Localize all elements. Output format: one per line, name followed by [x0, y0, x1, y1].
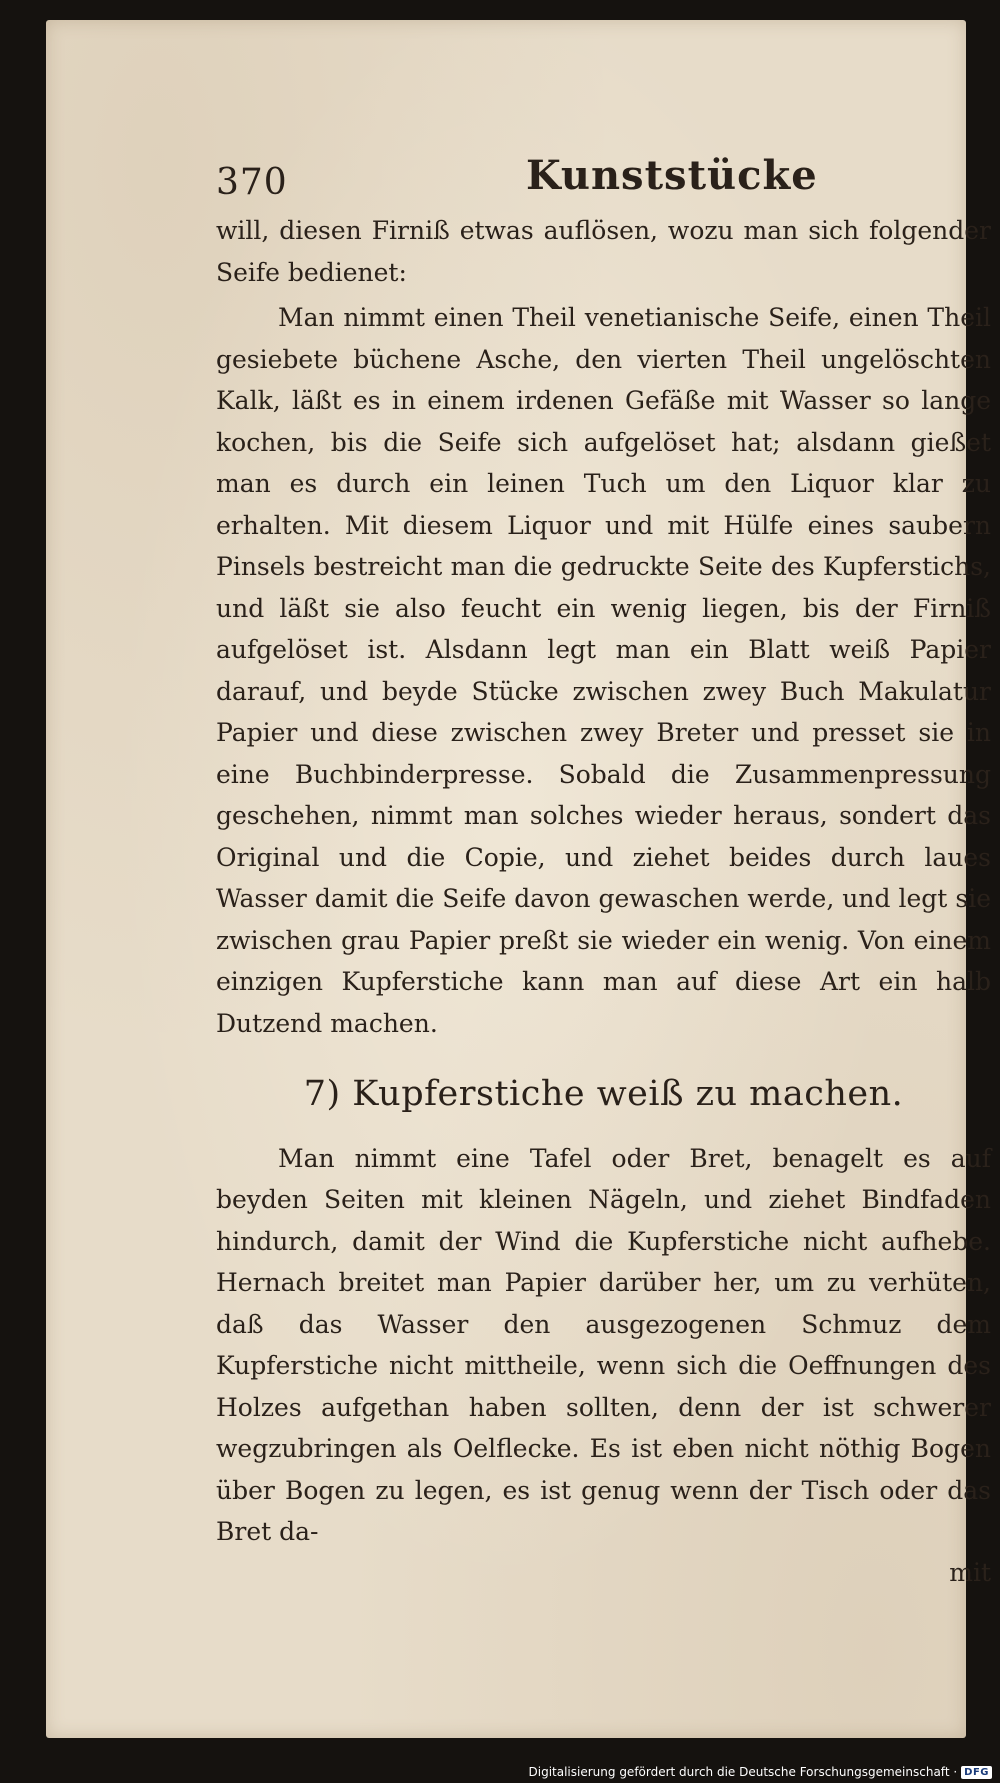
paragraph-soap-recipe: Man nimmt einen Theil venetianische Seife, einen Theil gesiebete büchene Asche, den vierten Theil ungelöschten Kalk, läßt es in einem irdenen Gefäße mit Wasser so lange kochen, bis die Seife sich aufgelöset hat; alsdann gießet man es durch ein leinen Tuch um den Liquor klar zu erhalten. Mit diesem Liquor und mit Hülfe eines saubern Pinsels bestreicht man die gedruckte Seite des Kupferstichs, und läßt sie also feucht ein wenig liegen, bis der Firniß aufgelöset ist. Alsdann legt man ein Blatt weiß Papier darauf, und beyde Stücke zwischen zwey Buch Makulatur Papier und diese zwischen zwey Breter und presset sie in eine Buchbinderpresse. Sobald die Zusammenpressung geschehen, nimmt man solches wieder heraus, sondert das Original und die Copie, und ziehet beides durch laues Wasser damit die Seife davon gewaschen werde, und legt sie zwischen grau Papier preßt sie wieder ein wenig. Von einem einzigen Kupferstiche kann man auf diese Art ein halb Dutzend machen. — [216, 303, 991, 1038]
running-title: Kunststücke — [526, 152, 818, 199]
paragraph-intro: will, diesen Firniß etwas auflösen, wozu man sich folgender Seife bedienet: — [216, 216, 991, 287]
running-head — [216, 140, 991, 210]
book-page — [46, 20, 991, 1738]
dfg-logo: DFG — [961, 1766, 992, 1779]
page-number: 370 — [216, 162, 288, 203]
body-text — [216, 210, 991, 1593]
page-content — [216, 140, 991, 1593]
paragraph-section-7: Man nimmt eine Tafel oder Bret, benagelt es auf beyden Seiten mit kleinen Nägeln, und ziehet Bindfaden hindurch, damit der Wind die Kupferstiche nicht aufhebe. Hernach breitet man Papier darüber her, um zu verhüten, daß das Wasser den ausgezogenen Schmuz dem Kupferstiche nicht mittheile, wenn sich die Oeffnungen des Holzes aufgethan haben sollten, denn der ist schwerer wegzubringen als Oelflecke. Es ist eben nicht nöthig Bogen über Bogen zu legen, es ist genug wenn der Tisch oder das Bret da- — [216, 1143, 991, 1546]
digitization-credit — [529, 1765, 992, 1779]
section-heading: 7) Kupferstiche weiß zu machen. — [303, 1074, 904, 1114]
catchword: mit — [949, 1557, 991, 1587]
credit-text: Digitalisierung gefördert durch die Deutsche Forschungsgemeinschaft · — [528, 1765, 958, 1779]
